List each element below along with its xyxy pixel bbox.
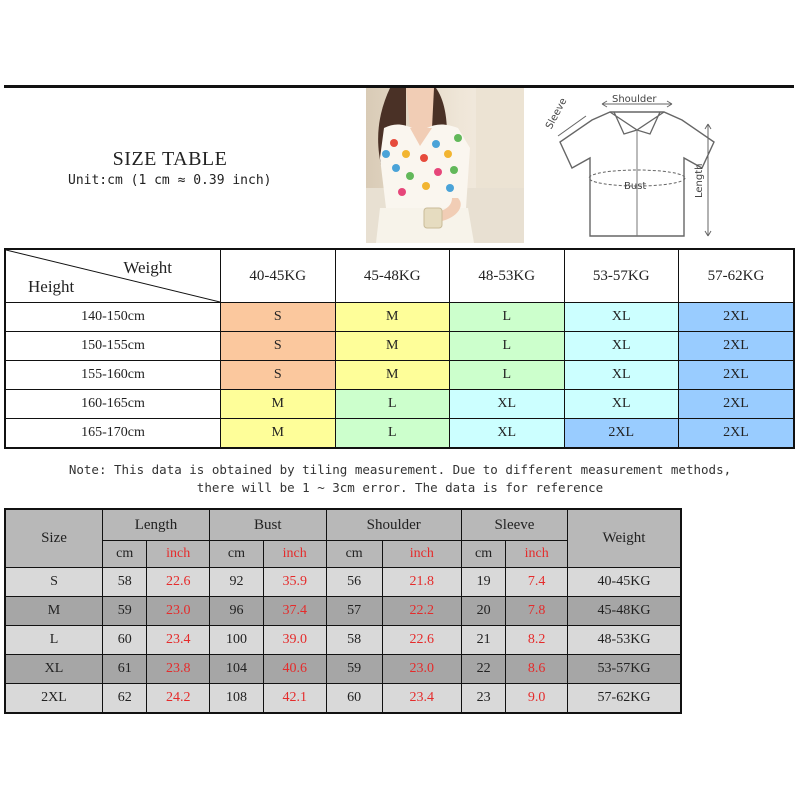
sleeve-cm-cell: 23	[461, 684, 505, 714]
inch-unit-header: inch	[382, 541, 461, 568]
table-row	[5, 303, 794, 332]
size-cell: S	[221, 303, 336, 332]
shoulder-cm-cell: 56	[326, 568, 382, 597]
bust-cm-cell: 104	[209, 655, 263, 684]
corner-header-cell	[5, 249, 221, 303]
table-header-row	[5, 509, 681, 541]
sleeve-cm-cell: 20	[461, 597, 505, 626]
bust-cm-cell: 100	[209, 626, 263, 655]
bust-inch-cell: 37.4	[263, 597, 326, 626]
length-cm-cell: 59	[103, 597, 147, 626]
size-cell: M	[221, 390, 336, 419]
length-cm-cell: 58	[103, 568, 147, 597]
length-cm-cell: 61	[103, 655, 147, 684]
page-title: SIZE TABLE	[112, 148, 228, 170]
table-row	[5, 626, 681, 655]
weight-column-header: 45-48KG	[335, 249, 450, 303]
weight-column-header: 57-62KG	[679, 249, 795, 303]
length-inch-cell: 22.6	[147, 568, 210, 597]
shoulder-label: Shoulder	[612, 94, 657, 105]
table-row	[5, 655, 681, 684]
length-inch-cell: 23.8	[147, 655, 210, 684]
weight-cell: 40-45KG	[568, 568, 682, 597]
length-cm-cell: 60	[103, 626, 147, 655]
size-cell: L	[335, 390, 450, 419]
sleeve-label: Sleeve	[544, 96, 570, 132]
table-row	[5, 332, 794, 361]
length-inch-cell: 24.2	[147, 684, 210, 714]
sleeve-group-header: Sleeve	[461, 509, 567, 541]
size-cell: XL	[564, 390, 679, 419]
table-row	[5, 684, 681, 714]
height-header-label: Height	[28, 277, 75, 296]
table-body	[5, 568, 681, 714]
garment-measurement-table	[4, 508, 682, 714]
table-row	[5, 361, 794, 390]
table-row	[5, 597, 681, 626]
height-weight-size-table	[4, 248, 795, 449]
note-line: there will be 1 ~ 3cm error. The data is for reference	[196, 480, 604, 495]
bust-inch-cell: 42.1	[263, 684, 326, 714]
bust-cm-cell: 108	[209, 684, 263, 714]
sleeve-inch-cell: 8.6	[506, 655, 568, 684]
size-cell: XL	[450, 390, 565, 419]
cm-unit-header: cm	[103, 541, 147, 568]
size-cell: XL	[450, 419, 565, 449]
weight-cell: 45-48KG	[568, 597, 682, 626]
bust-cm-cell: 96	[209, 597, 263, 626]
sleeve-inch-cell: 9.0	[506, 684, 568, 714]
size-cell: 2XL	[679, 419, 795, 449]
table-row	[5, 568, 681, 597]
size-cell: 2XL	[679, 361, 795, 390]
weight-column-header: 40-45KG	[221, 249, 336, 303]
size-cell: 2XL	[679, 390, 795, 419]
height-cell: 155-160cm	[5, 361, 221, 390]
size-cell: L	[450, 303, 565, 332]
size-cell: 2XL	[679, 332, 795, 361]
length-label: Length	[694, 163, 705, 198]
bust-inch-cell: 35.9	[263, 568, 326, 597]
height-cell: 160-165cm	[5, 390, 221, 419]
size-cell: M	[335, 303, 450, 332]
size-cell: S	[221, 332, 336, 361]
size-cell: M	[335, 361, 450, 390]
sleeve-inch-cell: 7.8	[506, 597, 568, 626]
size-cell: L	[335, 419, 450, 449]
shoulder-inch-cell: 21.8	[382, 568, 461, 597]
length-inch-cell: 23.0	[147, 597, 210, 626]
table-body	[5, 303, 794, 449]
table-row	[5, 390, 794, 419]
inch-unit-header: inch	[506, 541, 568, 568]
height-cell: 165-170cm	[5, 419, 221, 449]
inch-unit-header: inch	[147, 541, 210, 568]
size-cell: L	[450, 361, 565, 390]
bust-inch-cell: 39.0	[263, 626, 326, 655]
shoulder-inch-cell: 22.2	[382, 597, 461, 626]
sleeve-inch-cell: 7.4	[506, 568, 568, 597]
length-cm-cell: 62	[103, 684, 147, 714]
shoulder-group-header: Shoulder	[326, 509, 461, 541]
sleeve-cm-cell: 19	[461, 568, 505, 597]
height-cell: 140-150cm	[5, 303, 221, 332]
shoulder-cm-cell: 59	[326, 655, 382, 684]
cm-unit-header: cm	[326, 541, 382, 568]
size-cell: S	[5, 568, 103, 597]
bust-label: Bust	[624, 181, 647, 192]
weight-header: Weight	[568, 509, 682, 568]
shoulder-inch-cell: 23.4	[382, 684, 461, 714]
model-photo	[366, 88, 524, 243]
length-group-header: Length	[103, 509, 210, 541]
length-inch-cell: 23.4	[147, 626, 210, 655]
cm-unit-header: cm	[461, 541, 505, 568]
shoulder-inch-cell: 23.0	[382, 655, 461, 684]
size-cell: XL	[5, 655, 103, 684]
bust-cm-cell: 92	[209, 568, 263, 597]
shoulder-cm-cell: 60	[326, 684, 382, 714]
table-row	[5, 419, 794, 449]
bust-inch-cell: 40.6	[263, 655, 326, 684]
weight-cell: 53-57KG	[568, 655, 682, 684]
size-cell: S	[221, 361, 336, 390]
weight-cell: 48-53KG	[568, 626, 682, 655]
shoulder-inch-cell: 22.6	[382, 626, 461, 655]
size-cell: XL	[564, 303, 679, 332]
unit-note: Unit:cm (1 cm ≈ 0.39 inch)	[68, 173, 272, 188]
bust-group-header: Bust	[209, 509, 326, 541]
weight-column-header: 53-57KG	[564, 249, 679, 303]
weight-column-header: 48-53KG	[450, 249, 565, 303]
cm-unit-header: cm	[209, 541, 263, 568]
size-cell: 2XL	[564, 419, 679, 449]
size-cell: L	[450, 332, 565, 361]
sleeve-cm-cell: 21	[461, 626, 505, 655]
sleeve-inch-cell: 8.2	[506, 626, 568, 655]
sleeve-cm-cell: 22	[461, 655, 505, 684]
shoulder-cm-cell: 58	[326, 626, 382, 655]
size-cell: 2XL	[5, 684, 103, 714]
inch-unit-header: inch	[263, 541, 326, 568]
shoulder-cm-cell: 57	[326, 597, 382, 626]
size-cell: XL	[564, 332, 679, 361]
note-line: Note: This data is obtained by tiling measurement. Due to different measurement methods,	[68, 462, 732, 477]
weight-cell: 57-62KG	[568, 684, 682, 714]
size-cell: 2XL	[679, 303, 795, 332]
measurement-note	[0, 461, 800, 497]
table-header-row	[5, 249, 794, 303]
size-cell: M	[221, 419, 336, 449]
size-cell: XL	[564, 361, 679, 390]
garment-measurement-diagram	[542, 90, 722, 242]
weight-header-label: Weight	[123, 258, 172, 277]
size-cell: M	[5, 597, 103, 626]
height-cell: 150-155cm	[5, 332, 221, 361]
size-cell: M	[335, 332, 450, 361]
size-header: Size	[5, 509, 103, 568]
size-cell: L	[5, 626, 103, 655]
